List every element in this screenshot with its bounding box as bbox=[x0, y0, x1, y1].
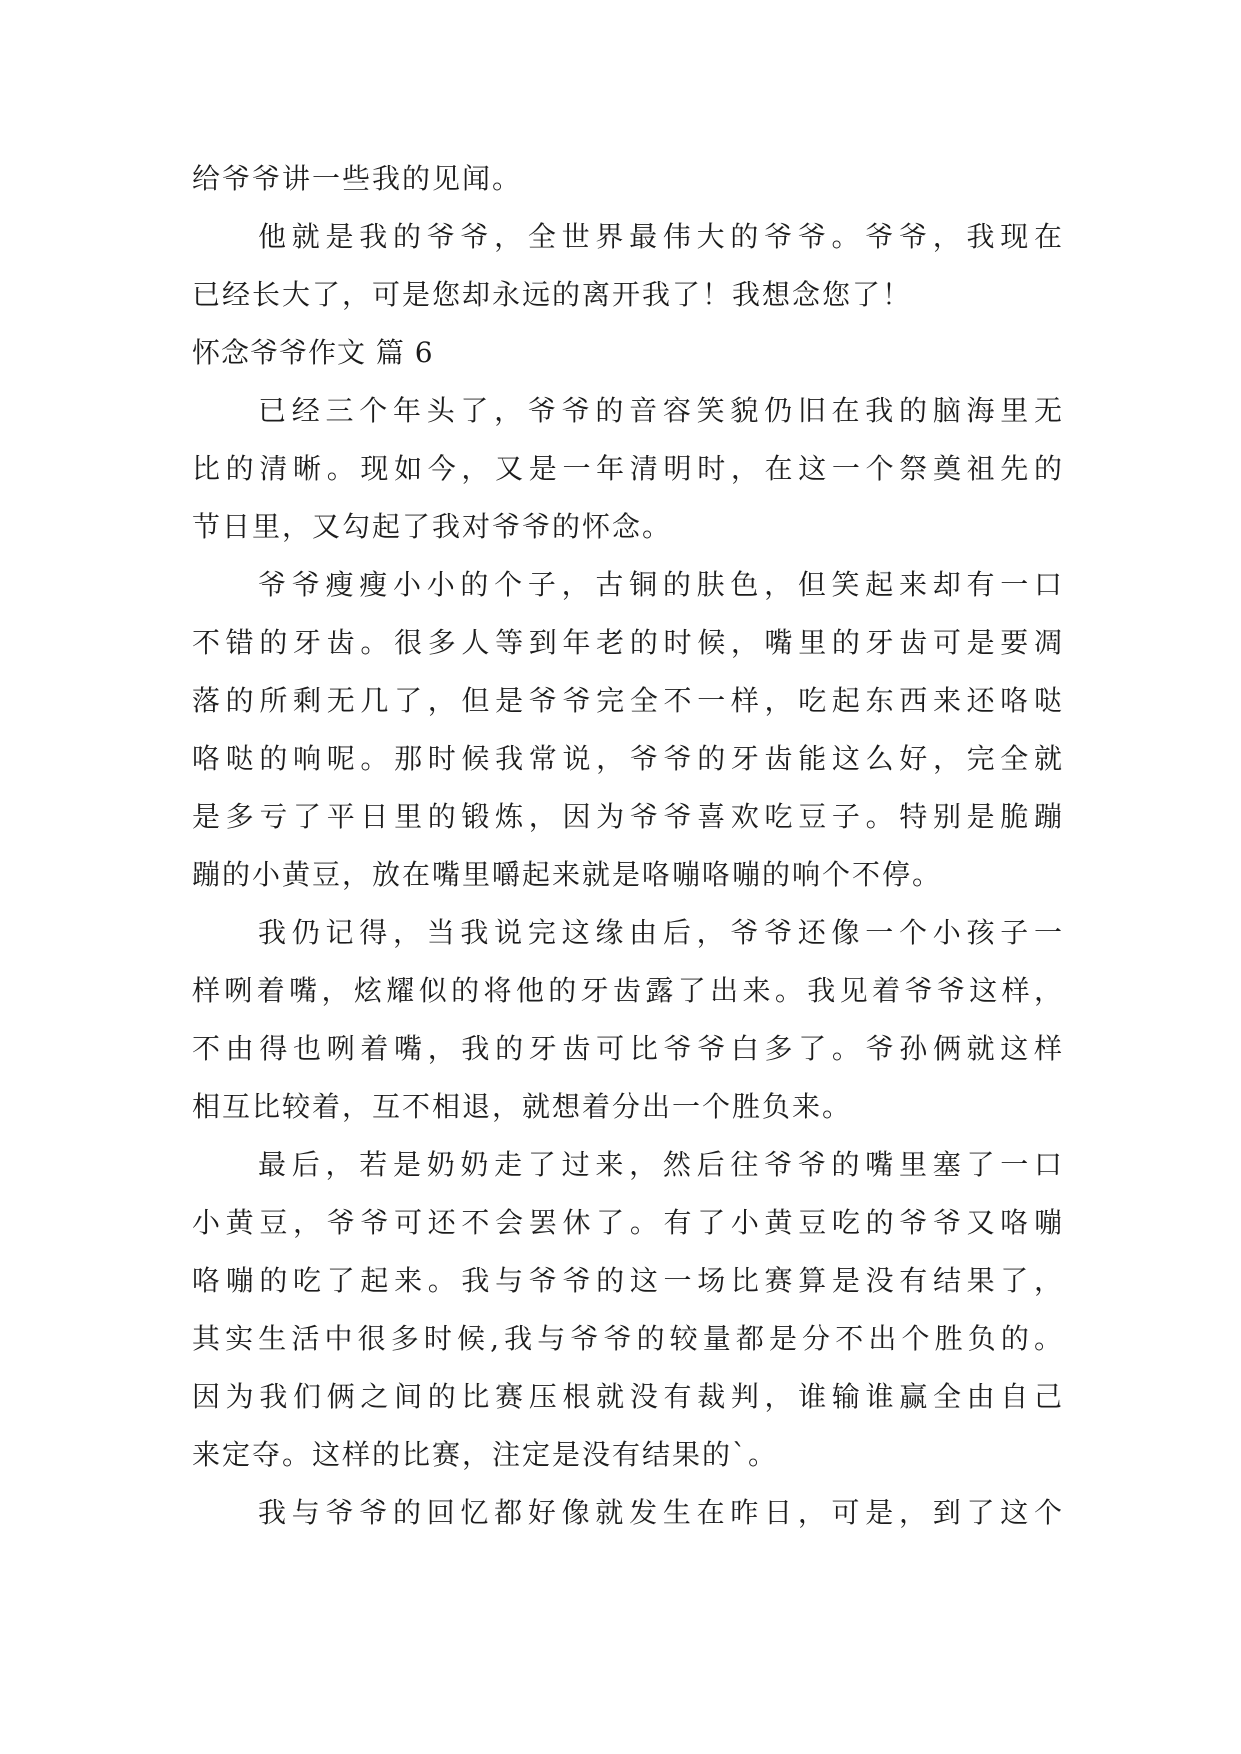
text-line-9: 不错的牙齿。很多人等到年老的时候，嘴里的牙齿可是要凋 bbox=[192, 626, 1062, 659]
text-line-19: 小黄豆，爷爷可还不会罢休了。有了小黄豆吃的爷爷又咯嘣 bbox=[192, 1206, 1062, 1239]
document-page bbox=[192, 150, 1062, 1542]
text-line-24: 我与爷爷的回忆都好像就发生在昨日，可是，到了这个 bbox=[258, 1496, 1062, 1529]
text-line-11: 咯哒的响呢。那时候我常说，爷爷的牙齿能这么好，完全就 bbox=[192, 742, 1062, 775]
text-line-7: 节日里，又勾起了我对爷爷的怀念。 bbox=[192, 510, 673, 543]
text-line-14: 我仍记得，当我说完这缘由后，爷爷还像一个小孩子一 bbox=[258, 916, 1062, 949]
text-line-20: 咯嘣的吃了起来。我与爷爷的这一场比赛算是没有结果了， bbox=[192, 1264, 1062, 1297]
text-line-10: 落的所剩无几了，但是爷爷完全不一样，吃起东西来还咯哒 bbox=[192, 684, 1062, 717]
text-line-23: 来定夺。这样的比赛，注定是没有结果的`。 bbox=[192, 1438, 779, 1471]
text-line-22: 因为我们俩之间的比赛压根就没有裁判，谁输谁赢全由自己 bbox=[192, 1380, 1062, 1413]
text-line-3: 已经长大了，可是您却永远的离开我了！我想念您了！ bbox=[192, 278, 913, 311]
text-line-2: 他就是我的爷爷，全世界最伟大的爷爷。爷爷，我现在 bbox=[258, 220, 1062, 253]
text-line-5: 已经三个年头了，爷爷的音容笑貌仍旧在我的脑海里无 bbox=[258, 394, 1062, 427]
section-heading: 怀念爷爷作文 篇 6 bbox=[192, 336, 434, 369]
text-line-17: 相互比较着，互不相退，就想着分出一个胜负来。 bbox=[192, 1090, 853, 1123]
text-line-18: 最后，若是奶奶走了过来，然后往爷爷的嘴里塞了一口 bbox=[258, 1148, 1062, 1181]
text-line-1: 给爷爷讲一些我的见闻。 bbox=[192, 162, 523, 195]
text-line-6: 比的清晰。现如今，又是一年清明时，在这一个祭奠祖先的 bbox=[192, 452, 1062, 485]
text-line-8: 爷爷瘦瘦小小的个子，古铜的肤色，但笑起来却有一口 bbox=[258, 568, 1062, 601]
text-line-16: 不由得也咧着嘴，我的牙齿可比爷爷白多了。爷孙俩就这样 bbox=[192, 1032, 1062, 1065]
text-line-13: 蹦的小黄豆，放在嘴里嚼起来就是咯嘣咯嘣的响个不停。 bbox=[192, 858, 943, 891]
text-line-12: 是多亏了平日里的锻炼，因为爷爷喜欢吃豆子。特别是脆蹦 bbox=[192, 800, 1062, 833]
text-line-15: 样咧着嘴，炫耀似的将他的牙齿露了出来。我见着爷爷这样， bbox=[192, 974, 1062, 1007]
text-line-21: 其实生活中很多时候,我与爷爷的较量都是分不出个胜负的。 bbox=[192, 1322, 1062, 1355]
